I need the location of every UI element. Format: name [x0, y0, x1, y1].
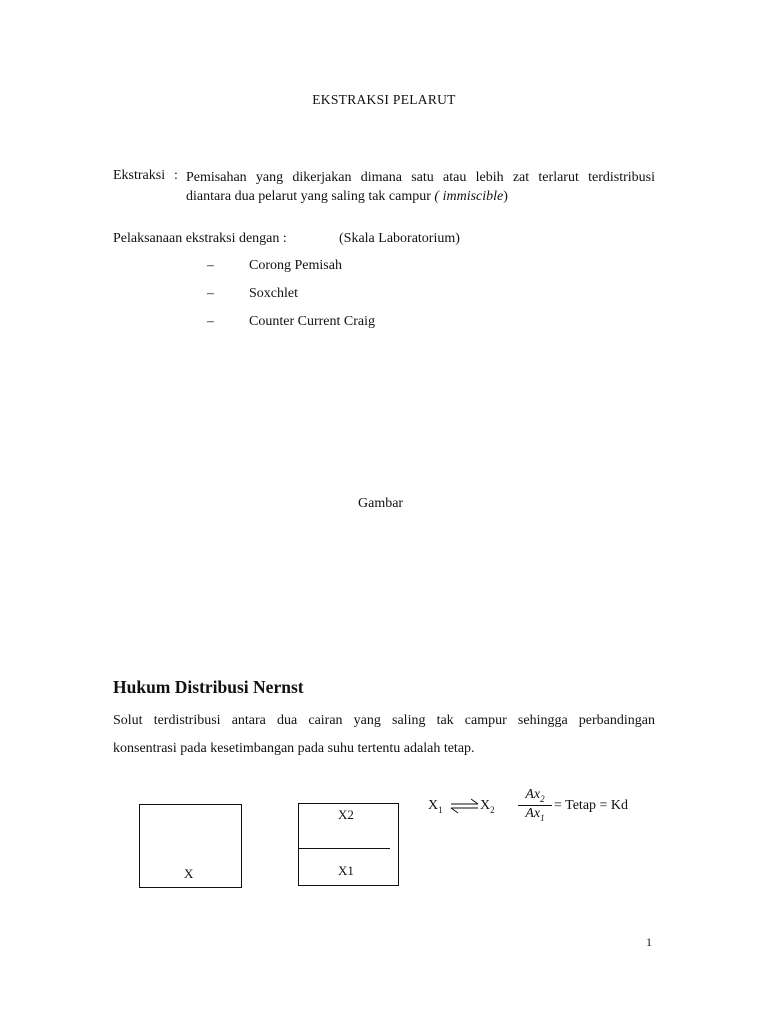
list-dash: –: [207, 314, 214, 329]
single-phase-label: X: [184, 866, 194, 881]
implementation-scale: (Skala Laboratorium): [339, 231, 460, 246]
definition-term: Ekstraksi: [113, 168, 166, 183]
method-label: Corong Pemisah: [249, 258, 342, 273]
definition-body: [186, 168, 655, 206]
paragraph-line-2: konsentrasi pada kesetimbangan pada suhu tertentu adalah tetap.: [113, 741, 475, 756]
definition-colon: :: [174, 168, 178, 183]
equation-right-base: X: [480, 798, 491, 813]
section-heading: Hukum Distribusi Nernst: [113, 677, 304, 697]
definition-line-2: [186, 187, 655, 206]
numerator-sub: 2: [540, 793, 545, 804]
equation-left-species: [428, 798, 443, 815]
phase-divider-line: [299, 848, 390, 849]
definition-line-2-text: diantara dua pelarut yang saling tak campur: [186, 189, 431, 204]
equilibrium-arrows-icon: [450, 796, 480, 816]
method-item: [207, 314, 375, 330]
lower-phase-label: X1: [338, 863, 354, 878]
fraction-numerator: [518, 787, 552, 805]
numerator-base: Ax: [525, 787, 541, 802]
figure-placeholder: Gambar: [358, 496, 404, 511]
implementation-label: Pelaksanaan ekstraksi dengan :: [113, 231, 287, 246]
equation-fraction: [518, 787, 552, 824]
definition-open-paren: (: [430, 189, 443, 204]
equation-left-sub: 1: [438, 804, 443, 815]
section-paragraph: [113, 707, 655, 763]
definition-italic-term: immiscible: [442, 189, 504, 204]
denominator-sub: 1: [540, 812, 545, 823]
upper-phase-label: X2: [338, 807, 354, 822]
method-label: Counter Current Craig: [249, 314, 375, 329]
equation-right-species: [480, 798, 495, 815]
paragraph-line-1: Solut terdistribusi antara dua cairan yang saling tak campur sehingga perbandingan: [113, 713, 655, 728]
page-title: EKSTRAKSI PELARUT: [312, 92, 456, 107]
definition-close-paren: ): [503, 189, 508, 204]
list-dash: –: [207, 286, 214, 301]
equation-rhs: = Tetap = Kd: [554, 798, 629, 813]
method-item: [207, 286, 298, 302]
method-item: [207, 258, 342, 274]
definition-line-1: Pemisahan yang dikerjakan dimana satu atau lebih zat terlarut terdistribusi: [186, 170, 655, 185]
fraction-denominator: [518, 805, 552, 824]
equation-right-sub: 2: [490, 804, 495, 815]
equation-left-base: X: [428, 798, 439, 813]
page-number: 1: [646, 935, 652, 949]
denominator-base: Ax: [525, 806, 541, 821]
method-label: Soxchlet: [249, 286, 298, 301]
list-dash: –: [207, 258, 214, 273]
